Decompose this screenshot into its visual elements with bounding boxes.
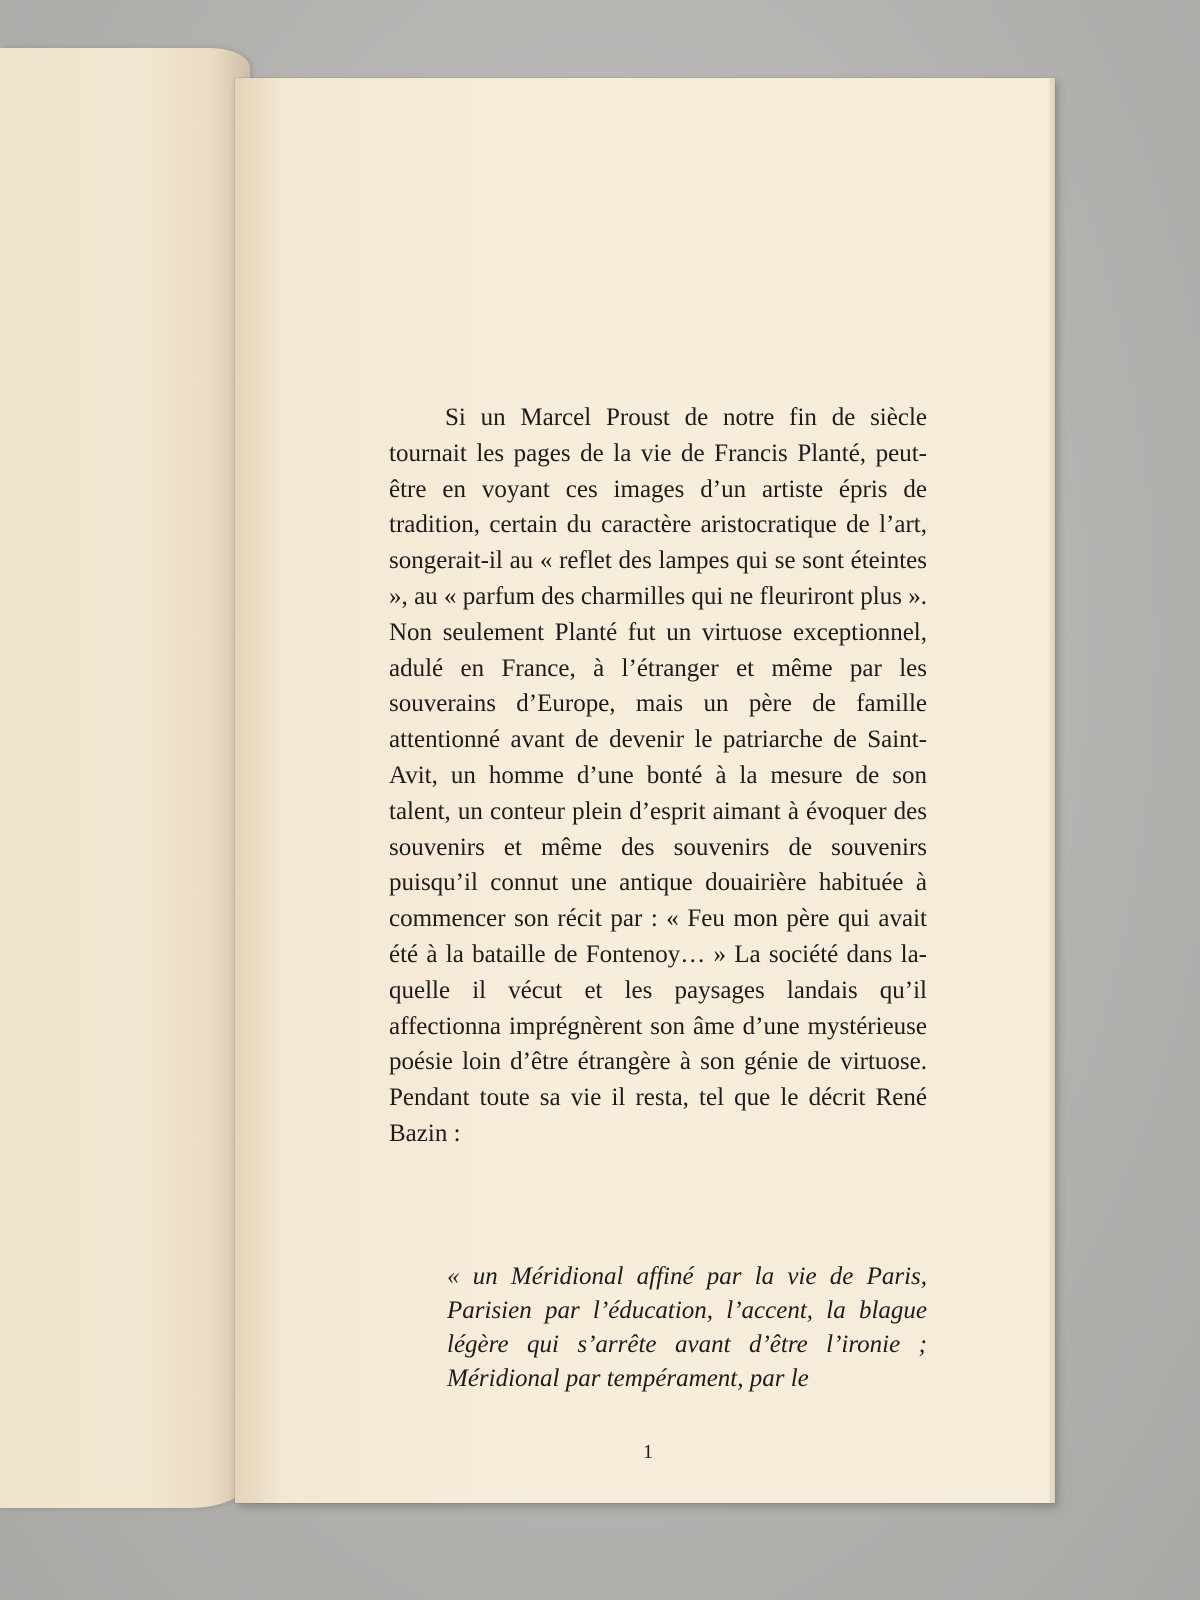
right-page [235, 78, 1055, 1503]
quote-excerpt: « un Méridional affiné par la vie de Paris, Parisien par l’éducation, l’accent, la blague légère qui s’arrête avant d’être l’ironie ; Méridional par tempérament, par le [447, 1263, 927, 1392]
left-page [0, 48, 250, 1508]
page-edge [1049, 78, 1055, 1503]
page-number: 1 [643, 1441, 653, 1463]
body-paragraph: Si un Marcel Proust de notre fin de siècle tournait les pages de la vie de Francis Planté, peut-être en voyant ces images d’un artiste épris de tradition, certain du caractère aristocratique de l’art, songerait-il au « reflet des lampes qui se sont éteintes », au « parfum des charmilles qui ne fleuriront plus ». Non seulement Planté fut un virtuose exceptionnel, adulé en France, à l’étranger et même par les souverains d’Europe, mais un père de famille attentionné avant de devenir le patriarche de Saint-Avit, un homme d’une bonté à la mesure de son talent, un conteur plein d’esprit aimant à évoquer des souvenirs et même des souvenirs de souvenirs puisqu’il connut une antique douairière habituée à commencer son récit par : « Feu mon père qui avait été à la bataille de Fontenoy… » La société dans laquelle il vécut et les paysages landais qu’il affectionna imprégnèrent son âme d’une mystérieuse poésie loin d’être étrangère à son génie de virtuose. Pendant toute sa vie il resta, tel que le décrit René Bazin : [389, 404, 927, 1147]
